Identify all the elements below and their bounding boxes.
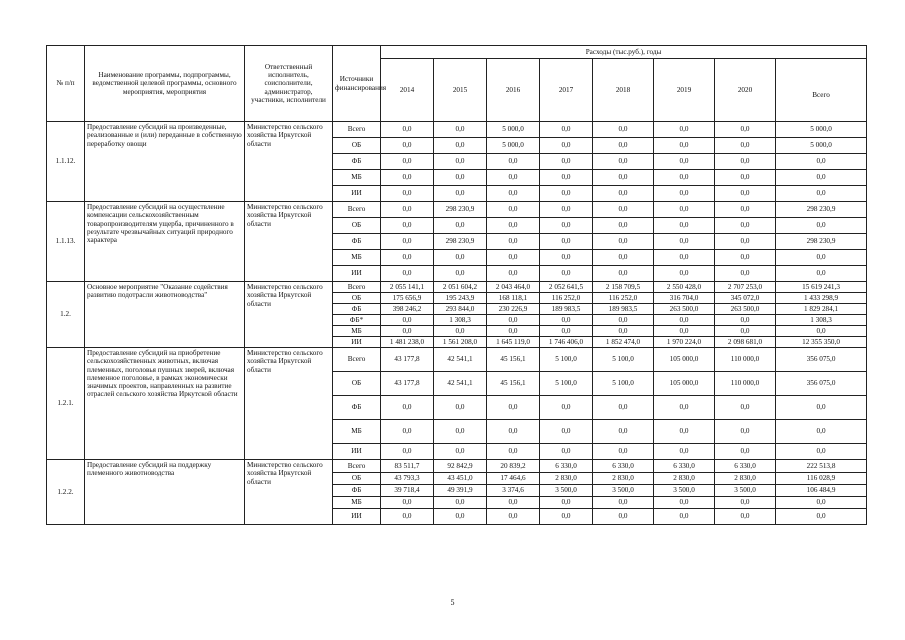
value-cell: 45 156,1 <box>487 348 540 372</box>
item-name: Предоставление субсидий на осуществление компенсации сельскохозяйственным товаропроизводителям ущерба, причиненного в результате чрезвычайных ситуаций природного характера <box>85 202 245 282</box>
table-row <box>47 122 867 138</box>
value-cell: 0,0 <box>654 396 715 420</box>
value-cell: 0,0 <box>487 250 540 266</box>
value-cell: 1 481 238,0 <box>381 337 434 348</box>
funding-source: ФБ <box>333 154 381 170</box>
table-body <box>47 122 867 525</box>
value-cell: 0,0 <box>593 420 654 444</box>
value-cell: 0,0 <box>434 154 487 170</box>
value-total: 222 513,8 <box>776 460 867 473</box>
value-cell: 0,0 <box>487 396 540 420</box>
value-cell: 42 541,1 <box>434 372 487 396</box>
value-cell: 175 656,9 <box>381 293 434 304</box>
value-cell: 110 000,0 <box>715 372 776 396</box>
value-cell: 116 252,0 <box>593 293 654 304</box>
item-responsible: Министерство сельского хозяйства Иркутской области <box>245 460 333 525</box>
value-cell: 0,0 <box>715 218 776 234</box>
value-cell: 0,0 <box>487 509 540 525</box>
value-cell: 0,0 <box>593 170 654 186</box>
value-cell: 2 158 709,5 <box>593 282 654 293</box>
funding-source: ФБ <box>333 234 381 250</box>
value-cell: 0,0 <box>540 396 593 420</box>
page-number: 5 <box>450 598 455 607</box>
value-cell: 0,0 <box>540 326 593 337</box>
value-cell: 0,0 <box>540 170 593 186</box>
value-cell: 298 230,9 <box>434 234 487 250</box>
value-cell: 0,0 <box>654 250 715 266</box>
value-total: 0,0 <box>776 218 867 234</box>
value-cell: 0,0 <box>654 170 715 186</box>
value-cell: 0,0 <box>654 122 715 138</box>
value-cell: 0,0 <box>487 170 540 186</box>
value-cell: 0,0 <box>487 315 540 326</box>
value-cell: 0,0 <box>654 218 715 234</box>
value-cell: 2 830,0 <box>593 473 654 485</box>
value-cell: 0,0 <box>715 266 776 282</box>
value-cell: 0,0 <box>487 444 540 460</box>
value-cell: 0,0 <box>487 497 540 509</box>
value-cell: 6 330,0 <box>593 460 654 473</box>
value-cell: 0,0 <box>381 266 434 282</box>
value-cell: 43 793,3 <box>381 473 434 485</box>
table-row <box>47 202 867 218</box>
item-responsible: Министерство сельского хозяйства Иркутской области <box>245 282 333 348</box>
value-total: 0,0 <box>776 420 867 444</box>
value-cell: 0,0 <box>381 326 434 337</box>
item-responsible: Министерство сельского хозяйства Иркутской области <box>245 348 333 460</box>
value-total: 0,0 <box>776 396 867 420</box>
value-cell: 0,0 <box>715 154 776 170</box>
funding-source: ФБ <box>333 396 381 420</box>
budget-table <box>46 45 867 525</box>
value-total: 0,0 <box>776 497 867 509</box>
value-cell: 0,0 <box>434 497 487 509</box>
value-cell: 0,0 <box>593 250 654 266</box>
funding-source: ИИ <box>333 337 381 348</box>
value-cell: 0,0 <box>434 250 487 266</box>
item-responsible: Министерство сельского хозяйства Иркутской области <box>245 202 333 282</box>
item-number: 1.2.1. <box>47 348 85 460</box>
value-cell: 0,0 <box>487 218 540 234</box>
item-number: 1.2.2. <box>47 460 85 525</box>
value-cell: 39 718,4 <box>381 485 434 497</box>
funding-source: МБ <box>333 170 381 186</box>
value-cell: 0,0 <box>593 509 654 525</box>
value-cell: 2 098 681,0 <box>715 337 776 348</box>
value-cell: 0,0 <box>540 154 593 170</box>
value-cell: 0,0 <box>654 326 715 337</box>
header-year-2019: 2019 <box>654 59 715 122</box>
value-cell: 0,0 <box>487 326 540 337</box>
value-cell: 0,0 <box>487 234 540 250</box>
value-cell: 83 511,7 <box>381 460 434 473</box>
value-cell: 5 100,0 <box>593 348 654 372</box>
value-cell: 0,0 <box>715 234 776 250</box>
item-number: 1.1.12. <box>47 122 85 202</box>
value-cell: 0,0 <box>593 326 654 337</box>
value-cell: 17 464,6 <box>487 473 540 485</box>
value-total: 356 075,0 <box>776 372 867 396</box>
value-cell: 6 330,0 <box>540 460 593 473</box>
value-cell: 189 983,5 <box>540 304 593 315</box>
value-cell: 0,0 <box>540 138 593 154</box>
value-cell: 116 252,0 <box>540 293 593 304</box>
value-cell: 0,0 <box>654 266 715 282</box>
value-cell: 20 839,2 <box>487 460 540 473</box>
value-total: 0,0 <box>776 250 867 266</box>
value-cell: 2 550 428,0 <box>654 282 715 293</box>
value-cell: 0,0 <box>487 202 540 218</box>
value-total: 106 484,9 <box>776 485 867 497</box>
header-year-2020: 2020 <box>715 59 776 122</box>
value-cell: 0,0 <box>434 122 487 138</box>
item-name: Предоставление субсидий на приобретение сельскохозяйственных животных, включая племенных, поголовья пушных зверей, включая племенное поголовье, в рамках экономически значимых проектов, направленных на развитие отраслей сельского хозяйства Иркутской области <box>85 348 245 460</box>
value-cell: 0,0 <box>593 234 654 250</box>
value-cell: 0,0 <box>381 250 434 266</box>
value-cell: 3 500,0 <box>654 485 715 497</box>
value-cell: 293 844,0 <box>434 304 487 315</box>
funding-source: МБ <box>333 497 381 509</box>
header-program-name: Наименование программы, подпрограммы, ведомственной целевой программы, основного мероприятия, мероприятия <box>85 46 245 122</box>
value-cell: 110 000,0 <box>715 348 776 372</box>
value-total: 5 000,0 <box>776 138 867 154</box>
value-cell: 0,0 <box>715 122 776 138</box>
funding-source: МБ <box>333 250 381 266</box>
value-cell: 0,0 <box>654 315 715 326</box>
value-cell: 316 704,0 <box>654 293 715 304</box>
value-cell: 0,0 <box>654 138 715 154</box>
funding-source: Всего <box>333 460 381 473</box>
value-cell: 0,0 <box>381 420 434 444</box>
item-name: Основное мероприятие "Оказание содействия развитию подотрасли животноводства" <box>85 282 245 348</box>
value-cell: 1 852 474,0 <box>593 337 654 348</box>
funding-source: ИИ <box>333 509 381 525</box>
value-cell: 0,0 <box>434 218 487 234</box>
value-cell: 0,0 <box>715 444 776 460</box>
value-cell: 0,0 <box>715 396 776 420</box>
value-total: 298 230,9 <box>776 202 867 218</box>
value-cell: 0,0 <box>715 202 776 218</box>
value-cell: 45 156,1 <box>487 372 540 396</box>
value-cell: 0,0 <box>381 154 434 170</box>
value-cell: 0,0 <box>715 509 776 525</box>
value-cell: 5 000,0 <box>487 138 540 154</box>
value-total: 5 000,0 <box>776 122 867 138</box>
value-cell: 0,0 <box>434 396 487 420</box>
value-cell: 0,0 <box>381 234 434 250</box>
value-total: 1 829 284,1 <box>776 304 867 315</box>
value-cell: 0,0 <box>654 234 715 250</box>
value-cell: 298 230,9 <box>434 202 487 218</box>
value-cell: 0,0 <box>715 186 776 202</box>
value-cell: 0,0 <box>434 138 487 154</box>
value-cell: 3 500,0 <box>593 485 654 497</box>
funding-source: МБ <box>333 420 381 444</box>
funding-source: ИИ <box>333 266 381 282</box>
funding-source: ОБ <box>333 372 381 396</box>
value-cell: 0,0 <box>434 444 487 460</box>
value-cell: 0,0 <box>654 444 715 460</box>
value-cell: 0,0 <box>593 497 654 509</box>
value-cell: 3 500,0 <box>540 485 593 497</box>
table-row <box>47 348 867 372</box>
value-cell: 0,0 <box>654 509 715 525</box>
value-cell: 263 500,0 <box>715 304 776 315</box>
value-total: 116 028,9 <box>776 473 867 485</box>
funding-source: Всего <box>333 202 381 218</box>
item-responsible: Министерство сельского хозяйства Иркутской области <box>245 122 333 202</box>
value-cell: 345 072,0 <box>715 293 776 304</box>
value-cell: 0,0 <box>540 250 593 266</box>
funding-source: ОБ <box>333 473 381 485</box>
value-cell: 168 118,1 <box>487 293 540 304</box>
value-cell: 0,0 <box>654 154 715 170</box>
value-cell: 0,0 <box>434 326 487 337</box>
value-cell: 0,0 <box>654 497 715 509</box>
value-total: 0,0 <box>776 326 867 337</box>
value-cell: 0,0 <box>593 122 654 138</box>
value-cell: 0,0 <box>715 315 776 326</box>
value-total: 0,0 <box>776 170 867 186</box>
value-cell: 0,0 <box>593 396 654 420</box>
value-cell: 2 052 641,5 <box>540 282 593 293</box>
header-expenses: Расходы (тыс.руб.), годы <box>381 46 867 59</box>
value-total: 0,0 <box>776 154 867 170</box>
value-cell: 42 541,1 <box>434 348 487 372</box>
value-total: 0,0 <box>776 444 867 460</box>
value-cell: 2 051 604,2 <box>434 282 487 293</box>
value-total: 15 619 241,3 <box>776 282 867 293</box>
value-cell: 0,0 <box>715 250 776 266</box>
header-year-2018: 2018 <box>593 59 654 122</box>
value-total: 1 308,3 <box>776 315 867 326</box>
value-cell: 1 970 224,0 <box>654 337 715 348</box>
value-cell: 0,0 <box>381 497 434 509</box>
value-total: 1 433 298,9 <box>776 293 867 304</box>
value-cell: 0,0 <box>540 509 593 525</box>
value-cell: 5 100,0 <box>540 372 593 396</box>
value-cell: 5 000,0 <box>487 122 540 138</box>
value-cell: 43 177,8 <box>381 372 434 396</box>
value-cell: 0,0 <box>434 509 487 525</box>
funding-source: МБ <box>333 326 381 337</box>
value-cell: 0,0 <box>715 326 776 337</box>
value-cell: 0,0 <box>540 218 593 234</box>
funding-source: ОБ <box>333 218 381 234</box>
value-cell: 2 830,0 <box>654 473 715 485</box>
header-year-2017: 2017 <box>540 59 593 122</box>
funding-source: ИИ <box>333 186 381 202</box>
value-cell: 0,0 <box>381 218 434 234</box>
value-cell: 0,0 <box>381 122 434 138</box>
value-cell: 0,0 <box>381 315 434 326</box>
value-cell: 0,0 <box>487 186 540 202</box>
value-cell: 0,0 <box>540 497 593 509</box>
value-cell: 0,0 <box>715 138 776 154</box>
value-cell: 5 100,0 <box>593 372 654 396</box>
value-cell: 0,0 <box>434 170 487 186</box>
value-cell: 0,0 <box>487 420 540 444</box>
value-cell: 230 226,9 <box>487 304 540 315</box>
value-cell: 0,0 <box>593 266 654 282</box>
funding-source: ФБ* <box>333 315 381 326</box>
funding-source: Всего <box>333 122 381 138</box>
value-cell: 0,0 <box>540 234 593 250</box>
value-cell: 0,0 <box>540 315 593 326</box>
value-cell: 0,0 <box>487 266 540 282</box>
value-cell: 2 830,0 <box>540 473 593 485</box>
value-cell: 398 246,2 <box>381 304 434 315</box>
funding-source: Всего <box>333 282 381 293</box>
value-cell: 0,0 <box>654 420 715 444</box>
value-cell: 43 177,8 <box>381 348 434 372</box>
value-cell: 0,0 <box>715 497 776 509</box>
value-cell: 1 645 119,0 <box>487 337 540 348</box>
table-row <box>47 460 867 473</box>
value-cell: 0,0 <box>715 420 776 444</box>
header-funding-source: Источники финансирования <box>333 46 381 122</box>
item-name: Предоставление субсидий на произведенные, реализованные и (или) переданные в собственную переработку овощи <box>85 122 245 202</box>
value-cell: 0,0 <box>593 315 654 326</box>
funding-source: ФБ <box>333 304 381 315</box>
value-cell: 1 561 208,0 <box>434 337 487 348</box>
value-cell: 105 000,0 <box>654 372 715 396</box>
header-year-2014: 2014 <box>381 59 434 122</box>
value-total: 12 355 350,0 <box>776 337 867 348</box>
header-num: № п/п <box>47 46 85 122</box>
value-cell: 0,0 <box>540 266 593 282</box>
value-cell: 195 243,9 <box>434 293 487 304</box>
header-total: Всего <box>776 59 867 122</box>
value-cell: 0,0 <box>540 420 593 444</box>
value-cell: 5 100,0 <box>540 348 593 372</box>
value-cell: 0,0 <box>381 444 434 460</box>
value-cell: 43 451,0 <box>434 473 487 485</box>
value-cell: 2 055 141,1 <box>381 282 434 293</box>
value-cell: 0,0 <box>654 202 715 218</box>
header-responsible: Ответственный исполнитель, соисполнители, администратор, участники, исполнители <box>245 46 333 122</box>
value-cell: 2 830,0 <box>715 473 776 485</box>
value-cell: 0,0 <box>540 186 593 202</box>
value-cell: 0,0 <box>381 396 434 420</box>
value-cell: 0,0 <box>593 202 654 218</box>
value-total: 0,0 <box>776 509 867 525</box>
funding-source: ОБ <box>333 293 381 304</box>
value-total: 298 230,9 <box>776 234 867 250</box>
value-total: 0,0 <box>776 186 867 202</box>
value-cell: 0,0 <box>487 154 540 170</box>
item-number: 1.2. <box>47 282 85 348</box>
value-total: 0,0 <box>776 266 867 282</box>
funding-source: ИИ <box>333 444 381 460</box>
value-cell: 92 842,9 <box>434 460 487 473</box>
value-cell: 6 330,0 <box>654 460 715 473</box>
value-cell: 0,0 <box>381 138 434 154</box>
value-cell: 1 308,3 <box>434 315 487 326</box>
value-cell: 49 391,9 <box>434 485 487 497</box>
value-cell: 0,0 <box>434 266 487 282</box>
value-cell: 0,0 <box>593 186 654 202</box>
value-total: 356 075,0 <box>776 348 867 372</box>
value-cell: 0,0 <box>540 444 593 460</box>
value-cell: 0,0 <box>593 444 654 460</box>
value-cell: 0,0 <box>540 202 593 218</box>
value-cell: 3 374,6 <box>487 485 540 497</box>
value-cell: 0,0 <box>593 218 654 234</box>
value-cell: 0,0 <box>715 170 776 186</box>
value-cell: 263 500,0 <box>654 304 715 315</box>
value-cell: 0,0 <box>434 420 487 444</box>
item-number: 1.1.13. <box>47 202 85 282</box>
value-cell: 0,0 <box>654 186 715 202</box>
value-cell: 0,0 <box>593 154 654 170</box>
value-cell: 189 983,5 <box>593 304 654 315</box>
value-cell: 0,0 <box>540 122 593 138</box>
value-cell: 0,0 <box>381 186 434 202</box>
value-cell: 3 500,0 <box>715 485 776 497</box>
funding-source: Всего <box>333 348 381 372</box>
value-cell: 2 707 253,0 <box>715 282 776 293</box>
funding-source: ОБ <box>333 138 381 154</box>
value-cell: 1 746 406,0 <box>540 337 593 348</box>
value-cell: 0,0 <box>381 509 434 525</box>
item-name: Предоставление субсидий на поддержку племенного животноводства <box>85 460 245 525</box>
header-year-2016: 2016 <box>487 59 540 122</box>
value-cell: 0,0 <box>381 202 434 218</box>
value-cell: 0,0 <box>381 170 434 186</box>
value-cell: 2 043 464,0 <box>487 282 540 293</box>
header-year-2015: 2015 <box>434 59 487 122</box>
value-cell: 6 330,0 <box>715 460 776 473</box>
value-cell: 105 000,0 <box>654 348 715 372</box>
value-cell: 0,0 <box>593 138 654 154</box>
table-row <box>47 282 867 293</box>
value-cell: 0,0 <box>434 186 487 202</box>
funding-source: ФБ <box>333 485 381 497</box>
